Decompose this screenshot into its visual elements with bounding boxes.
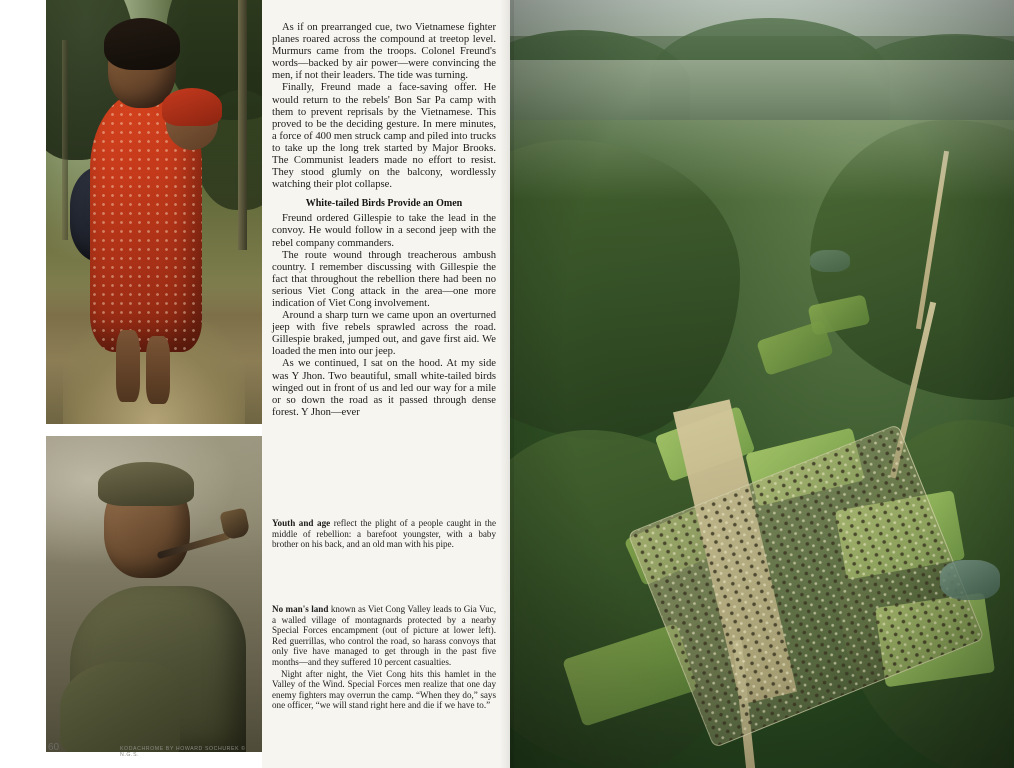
aerial-valley-village-photo [510, 0, 1014, 768]
baby-red-cap [162, 88, 222, 126]
section-subhead: White-tailed Birds Provide an Omen [305, 198, 463, 210]
caption-text-second: Night after night, the Viet Cong hits this hamlet in the Valley of the Wind. Special Forces men realize that one day enemy fighters may overrun the camp. “When they do,” says one officer, “we will stand right here and die if we have to.” [272, 668, 496, 711]
body-paragraph: Freund ordered Gillespie to take the lead in the convoy. He would follow in a second jeep with the rebel company commanders. [272, 213, 496, 249]
body-paragraph: Around a sharp turn we came upon an overturned jeep with five rebels sprawled across the road. Gillespie braked, jumped out, and gave first aid. We loaded the men into our jeep. [272, 310, 496, 358]
body-paragraph: As if on prearranged cue, two Vietnamese fighter planes roared across the compound at treetop level. Murmurs came from the troops. Colonel Freund's words—backed by air power—were convincing the men, if not their leaders. The tide was turning. [272, 22, 496, 82]
tree-trunk [62, 40, 68, 240]
caption-text: reflect the plight of a people caught in the middle of rebellion: a barefoot youngster, with a baby brother on his back, and an old man with his pipe. [272, 518, 496, 550]
tree-trunk [238, 0, 247, 250]
man-cap [98, 462, 194, 506]
photo-caption-no-mans-land [272, 604, 496, 711]
body-paragraph: Finally, Freund made a face-saving offer. He would return to the rebels' Bon Sar Pa camp with them to prevent reprisals by the Vietnamese. This proved to be the deciding gesture. In mere minutes, a force of 400 men struck camp and piled into trucks to take up the long trek started by Major Brooks. The Communist leaders made no effort to resist. They stood glumly on the balcony, wordlessly watching their plot collapse. [272, 82, 496, 191]
text-column [262, 0, 510, 768]
page-number: 60 [48, 742, 60, 753]
caption-text: known as Viet Cong Valley leads to Gia Vuc, a walled village of montagnards protected by a nearby Special Forces encampment (out of picture at lower left). Red guerrillas, who control the road, so harass convoys that only five have managed to get through in the past five months—and they suffered 10 percent casualties. [272, 604, 496, 667]
article-body [272, 22, 496, 419]
old-man-with-pipe-photo [46, 436, 262, 752]
water-pond [940, 560, 1000, 600]
water-pond [810, 250, 850, 272]
man-arm [60, 662, 180, 752]
photo-caption-youth-and-age [272, 518, 496, 550]
photo-credit: KODACHROME BY HOWARD SOCHUREK © N.G.S. [120, 746, 246, 758]
body-paragraph: The route wound through treacherous ambush country. I remember discussing with Gillespie the fact that throughout the rebellion there had been no serious Viet Cong attack in the area—one more indication of Viet Cong involvement. [272, 249, 496, 309]
caption-lead: Youth and age [272, 518, 331, 528]
boy-hair [104, 18, 180, 70]
boy-leg [146, 336, 170, 404]
left-photo-column [0, 0, 262, 768]
boy-leg [116, 330, 140, 402]
boy-carrying-baby-photo [46, 0, 262, 424]
caption-lead: No man's land [272, 604, 329, 614]
body-paragraph: As we continued, I sat on the hood. At my side was Y Jhon. Two beautiful, small white-tailed birds winged out in front of us and led our way for a mile or so down the road as it passed through dense forest. Y Jhon—ever [272, 358, 496, 418]
